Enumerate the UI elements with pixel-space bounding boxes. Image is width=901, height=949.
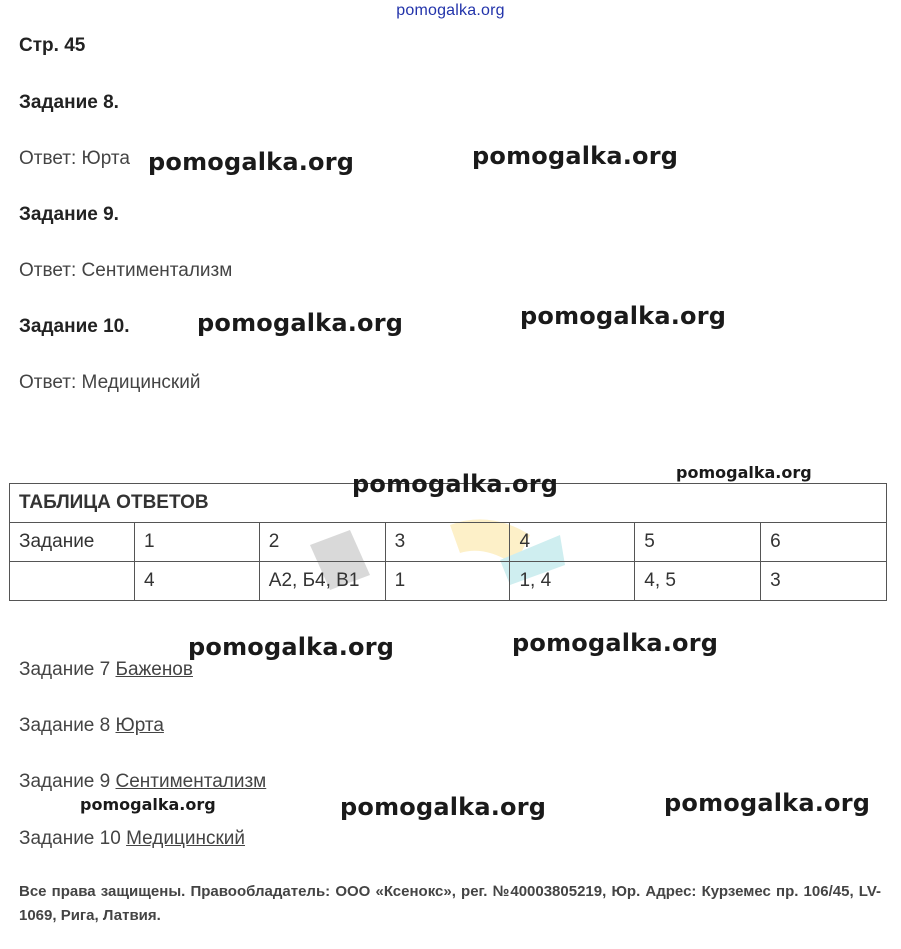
task-10-title: Задание 10. <box>19 316 130 337</box>
page-number: Стр. 45 <box>19 35 86 56</box>
table-cell-empty <box>10 562 135 601</box>
watermark: pomogalka.org <box>188 633 395 661</box>
table-cell-row-label: Задание <box>10 523 135 562</box>
task-9-title: Задание 9. <box>19 204 119 225</box>
task-8-title: Задание 8. <box>19 92 119 113</box>
watermark: pomogalka.org <box>352 470 559 498</box>
table-cell-number: 1 <box>134 523 259 562</box>
table-cell-answer: 1 <box>385 562 510 601</box>
summary-label: Задание 10 <box>19 828 121 849</box>
table-cell-number: 3 <box>385 523 510 562</box>
summary-line <box>19 715 164 737</box>
table-cell-number: 2 <box>259 523 385 562</box>
summary-label: Задание 8 <box>19 715 111 736</box>
summary-label: Задание 7 <box>19 659 111 680</box>
table-cell-answer: 4, 5 <box>635 562 761 601</box>
table-cell-answer: 4 <box>134 562 259 601</box>
summary-label: Задание 9 <box>19 771 111 792</box>
table-title: ТАБЛИЦА ОТВЕТОВ <box>10 484 887 523</box>
watermark: pomogalka.org <box>472 142 679 170</box>
watermark: pomogalka.org <box>80 795 216 814</box>
top-watermark: pomogalka.org <box>396 2 505 19</box>
table-cell-number: 6 <box>761 523 887 562</box>
summary-answer: Медицинский <box>126 828 245 849</box>
watermark: pomogalka.org <box>148 148 355 176</box>
watermark: pomogalka.org <box>520 302 727 330</box>
summary-answer: Сентиментализм <box>115 771 267 792</box>
summary-line <box>19 659 193 681</box>
watermark: pomogalka.org <box>664 789 871 817</box>
task-8-answer: Ответ: Юрта <box>19 148 130 169</box>
watermark: pomogalka.org <box>197 309 404 337</box>
answers-table <box>9 483 887 601</box>
task-9-answer: Ответ: Сентиментализм <box>19 260 233 281</box>
copyright-footer: Все права защищены. Правообладатель: ООО «Ксенокс», рег. №40003805219, Юр. Адрес: Курземес пр. 106/45, LV-1069, Рига, Латвия. <box>19 883 881 924</box>
watermark: pomogalka.org <box>676 463 812 482</box>
table-cell-number: 5 <box>635 523 761 562</box>
table-cell-answer: 1, 4 <box>510 562 635 601</box>
table-row <box>10 523 887 562</box>
summary-answer: Баженов <box>115 659 193 680</box>
summary-line <box>19 828 245 850</box>
summary-answer: Юрта <box>115 715 164 736</box>
table-cell-answer: А2, Б4, В1 <box>259 562 385 601</box>
table-row <box>10 562 887 601</box>
table-cell-answer: 3 <box>761 562 887 601</box>
table-cell-number: 4 <box>510 523 635 562</box>
watermark: pomogalka.org <box>340 793 547 821</box>
task-10-answer: Ответ: Медицинский <box>19 372 201 393</box>
summary-line <box>19 771 266 793</box>
watermark: pomogalka.org <box>512 629 719 657</box>
